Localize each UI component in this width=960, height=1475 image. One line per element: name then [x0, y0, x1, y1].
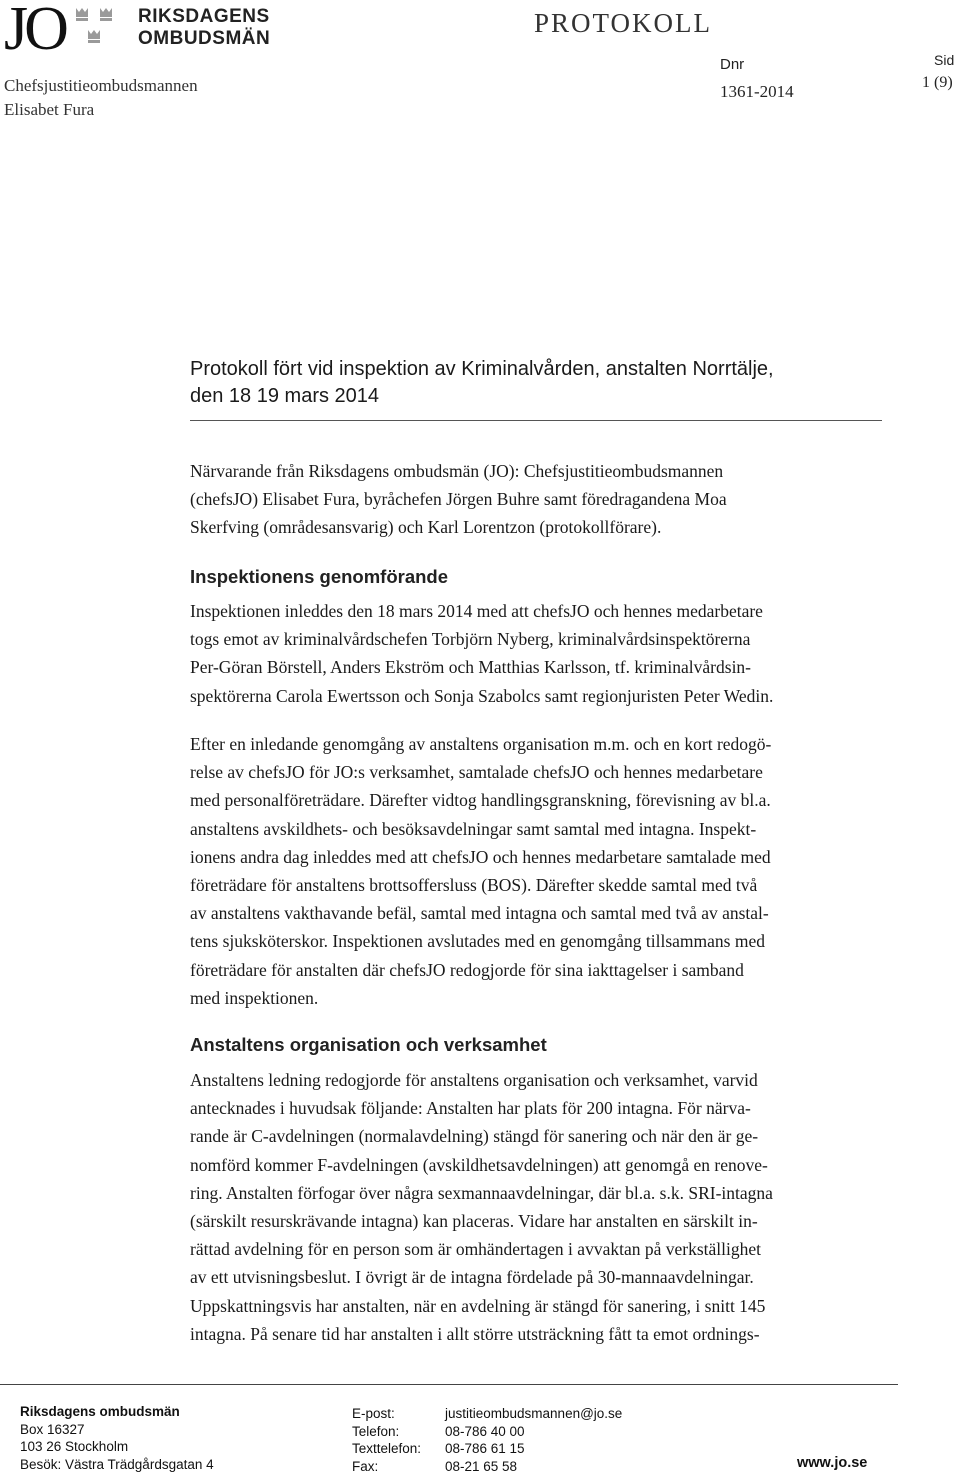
textphone-value: 08-786 61 15 [445, 1441, 525, 1457]
textphone-label: Texttelefon: [352, 1441, 422, 1457]
footer-org-name: Riksdagens ombudsmän [20, 1404, 180, 1419]
fax-value: 08-21 65 58 [445, 1458, 518, 1474]
paragraph [190, 1066, 882, 1348]
title-divider [190, 420, 882, 421]
text-line: Skerfving (områdesansvarig) och Karl Lorentzon (protokollförare). [190, 517, 662, 538]
text-line: Uppskattningsvis har anstalten, när en avdelning är stängd för sanering, i snitt 145 [190, 1295, 766, 1316]
phone-value: 08-786 40 00 [445, 1423, 525, 1439]
logo-text-line2: OMBUDSMÄN [138, 28, 271, 49]
dnr-value: 1361-2014 [720, 82, 794, 101]
document-title [190, 356, 880, 410]
sender-title: Chefsjustitieombudsmannen [4, 76, 198, 95]
text-line: intagna. På senare tid har anstalten i allt större utsträckning fått ta emot ordnings- [190, 1323, 760, 1344]
text-line: nomförd kommer F-avdelningen (avskildhetsavdelningen) att genomgå en renove- [190, 1154, 768, 1175]
text-line: Per-Göran Börstell, Anders Ekström och Matthias Karlsson, tf. kriminalvårdsin- [190, 657, 752, 678]
text-line: anstaltens avskildhets- och besöksavdelningar samt samtal med intagna. Inspekt- [190, 818, 757, 839]
text-line: Efter en inledande genomgång av anstaltens organisation m.m. och en kort redogö- [190, 734, 772, 754]
text-line: Inspektionen inleddes den 18 mars 2014 med att chefsJO och hennes medarbetare [190, 601, 763, 621]
footer-contact-labels [352, 1405, 421, 1475]
text-line: togs emot av kriminalvårdschefen Torbjörn Nyberg, kriminalvårdsinspektörerna [190, 629, 751, 650]
website-link[interactable]: www.jo.se [797, 1455, 868, 1471]
text-line: tens sjuksköterskor. Inspektionen avslutades med en genomgång tillsammans med [190, 931, 765, 952]
text-line: av anstaltens vakthavande befäl, samtal med intagna och samtal med två av anstal- [190, 903, 769, 924]
attendees-paragraph [190, 457, 882, 542]
text-line: antecknades i huvudsak följande: Anstalten har plats för 200 intagna. För närva- [190, 1098, 751, 1119]
text-line: relse av chefsJO för JO:s verksamhet, samtalade chefsJO och hennes medarbetare [190, 762, 763, 783]
phone-label: Telefon: [352, 1423, 400, 1439]
logo-text-line1: RIKSDAGENS [138, 6, 270, 27]
fax-label: Fax: [352, 1458, 379, 1474]
text-line: företrädare för anstaltens brottsoffersluss (BOS). Därefter skedde samtal med två [190, 875, 758, 896]
text-line: rande är C-avdelningen (normalavdelning) stängd för sanering och när den är ge- [190, 1126, 759, 1147]
logo-jo-mark: JO [4, 0, 65, 63]
text-line: med personalföreträdare. Därefter vidtog handlingsgranskning, förevisning av bl.a. [190, 790, 771, 811]
crowns-icon [72, 4, 122, 50]
footer-address [20, 1403, 214, 1473]
text-line: ring. Anstalten förfogar över några sexmannaavdelningar, där bl.a. s.k. SRI-intagna [190, 1182, 773, 1203]
sender-name: Elisabet Fura [4, 100, 95, 119]
text-line: (särskilt resurskrävande intagna) kan placeras. Vidare har anstalten en särskilt in- [190, 1211, 758, 1232]
text-line: spektörerna Carola Ewertsson och Sonja Szabolcs samt regionjuristen Peter Wedin. [190, 685, 774, 706]
page-number: 1 (9) [922, 74, 953, 91]
section-heading: Anstaltens organisation och verksamhet [190, 1034, 547, 1055]
page-label: Sid [934, 52, 955, 68]
text-line: (chefsJO) Elisabet Fura, byråchefen Jörgen Buhre samt föredragandena Moa [190, 489, 727, 510]
text-line: ionens andra dag inleddes med att chefsJO och hennes medarbetare samtalade med [190, 846, 771, 867]
footer-box: Box 16327 [20, 1421, 85, 1437]
title-line: den 18 19 mars 2014 [190, 385, 380, 407]
sender-block [4, 74, 198, 122]
text-line: av ett utvisningsbeslut. I övrigt är de intagna fördelade på 30-mannaavdelningar. [190, 1267, 754, 1288]
text-line: företrädare för anstalten där chefsJO redogjorde för sina iakttagelser i samband [190, 959, 744, 980]
footer-visit: Besök: Västra Trädgårdsgatan 4 [20, 1456, 214, 1472]
email-link[interactable]: justitieombudsmannen@jo.se [445, 1406, 623, 1421]
text-line: rättad avdelning för en person som är omhändertagen i avvaktan på verkställighet [190, 1239, 761, 1260]
title-line: Protokoll fört vid inspektion av Kriminalvården, anstalten Norrtälje, [190, 358, 774, 380]
text-line: med inspektionen. [190, 987, 319, 1008]
text-line: Närvarande från Riksdagens ombudsmän (JO): Chefsjustitieombudsmannen [190, 461, 724, 481]
footer-divider [0, 1384, 898, 1385]
paragraph [190, 730, 882, 1012]
text-line: Anstaltens ledning redogjorde för anstaltens organisation och verksamhet, varvid [190, 1070, 758, 1090]
footer-contact-values [445, 1405, 622, 1475]
email-label: E-post: [352, 1406, 395, 1421]
paragraph [190, 597, 882, 710]
footer-postal: 103 26 Stockholm [20, 1439, 129, 1455]
dnr-label: Dnr [720, 56, 745, 73]
document-type: PROTOKOLL [534, 8, 713, 38]
section-heading: Inspektionens genomförande [190, 566, 449, 587]
